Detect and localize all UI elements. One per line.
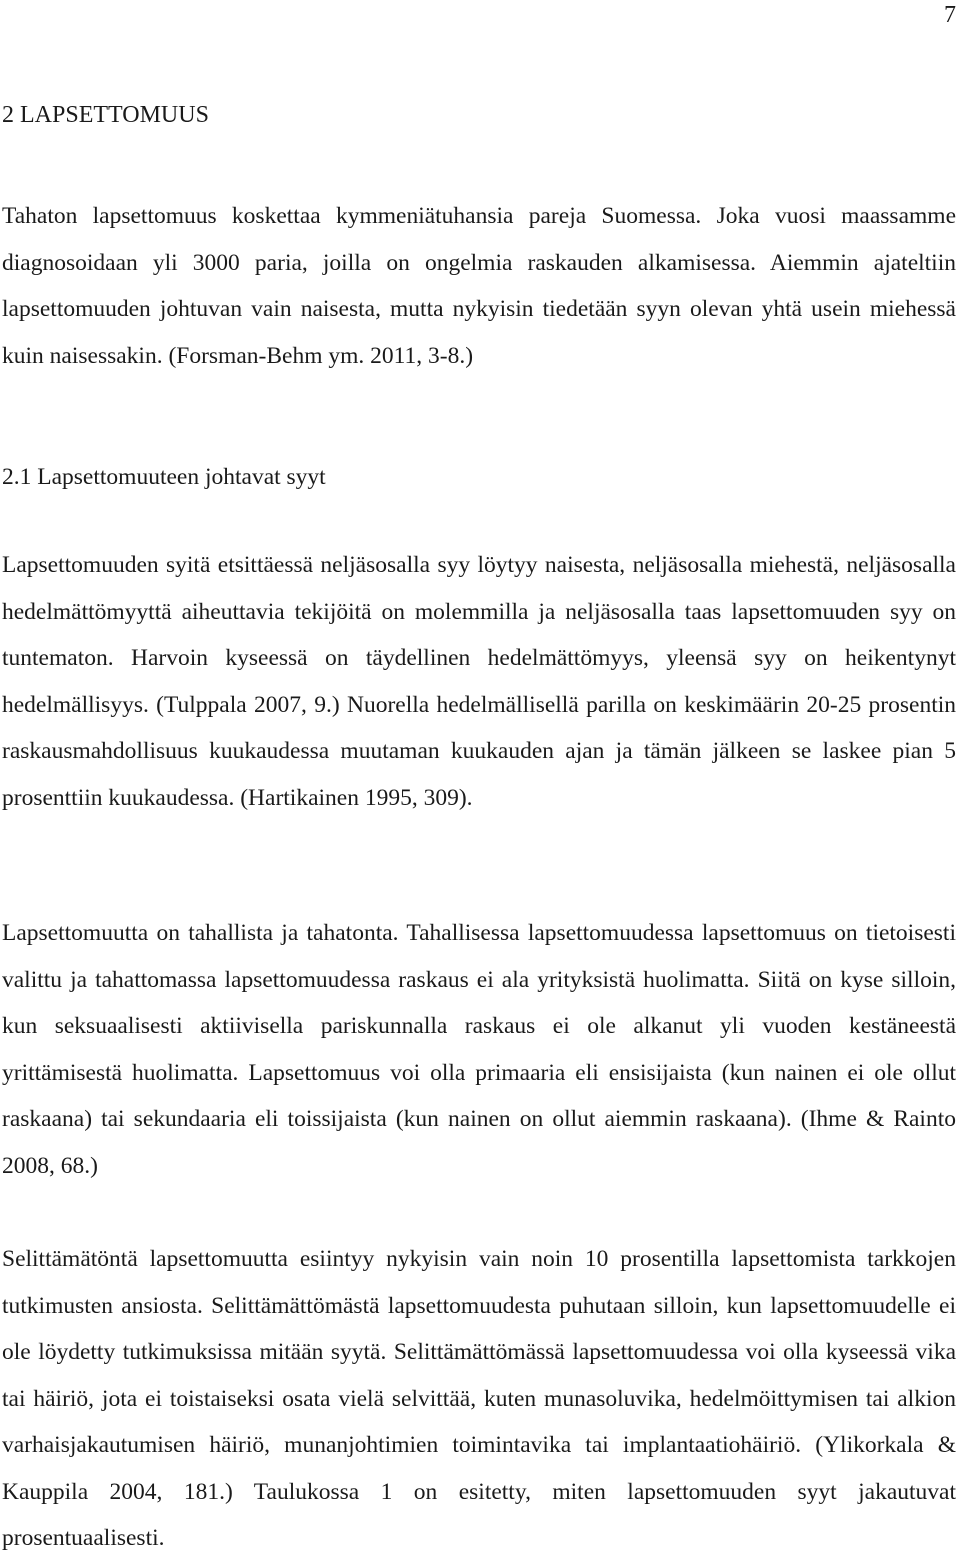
paragraph-causes: Lapsettomuuden syitä etsittäessä neljäsosalla syy löytyy naisesta, neljäsosalla miehestä, neljäsosalla hedelmättömyyttä aiheuttavia tekijöitä on molemmilla ja neljäsosalla taas lapsettomuuden syy on tuntematon. Harvoin kyseessä on täydellinen hedelmättömyys, yleensä syy on heikentynyt hedelmällisyys. (Tulppala 2007, 9.) Nuorella hedelmällisellä parilla on keskimäärin 20-25 prosentin raskausmahdollisuus kuukaudessa muutaman kuukauden ajan ja tämän jälkeen se laskee pian 5 prosenttiin kuukaudessa. (Hartikainen 1995, 309). [2,552,956,811]
paragraph-unexplained: Selittämätöntä lapsettomuutta esiintyy nykyisin vain noin 10 prosentilla lapsettomista tarkkojen tutkimusten ansiosta. Selittämättömästä lapsettomuudesta puhutaan silloin, kun lapsettomuudelle ei ole löydetty tutkimuksissa mitään syytä. Selittämättömässä lapsettomuudessa voi olla kyseessä vika tai häiriö, jota ei toistaiseksi osata vielä selvittää, kuten munasoluvika, hedelmöittymisen tai alkion varhaisjakautumisen häiriö, munanjohtimien toimintavika tai implantaatiohäiriö. (Ylikorkala & Kauppila 2004, 181.) Taulukossa 1 on esitetty, miten lapsettomuuden syyt jakautuvat prosentuaalisesti. [2,1246,956,1551]
paragraph-types: Lapsettomuutta on tahallista ja tahatonta. Tahallisessa lapsettomuudessa lapsettomuus on tietoisesti valittu ja tahattomassa lapsettomuudessa raskaus ei ala yrityksistä huolimatta. Siitä on kyse silloin, kun seksuaalisesti aktiivisella pariskunnalla raskaus ei ole alkanut yli vuoden kestäneestä yrittämisestä huolimatta. Lapsettomuus voi olla primaaria eli ensisijaista (kun nainen ei ole ollut raskaana) tai sekundaaria eli toissijaista (kun nainen on ollut aiemmin raskaana). (Ihme & Rainto 2008, 68.) [2,920,956,1179]
page-number: 7 [944,2,956,28]
section-heading: 2.1 Lapsettomuuteen johtavat syyt [2,464,326,490]
paragraph-intro: Tahaton lapsettomuus koskettaa kymmeniätuhansia pareja Suomessa. Joka vuosi maassamme diagnosoidaan yli 3000 paria, joilla on ongelmia raskauden alkamisessa. Aiemmin ajateltiin lapsettomuuden johtuvan vain naisesta, mutta nykyisin tiedetään syyn olevan yhtä usein miehessä kuin naisessakin. (Forsman-Behm ym. 2011, 3-8.) [2,203,956,369]
chapter-heading: 2 LAPSETTOMUUS [2,102,209,128]
